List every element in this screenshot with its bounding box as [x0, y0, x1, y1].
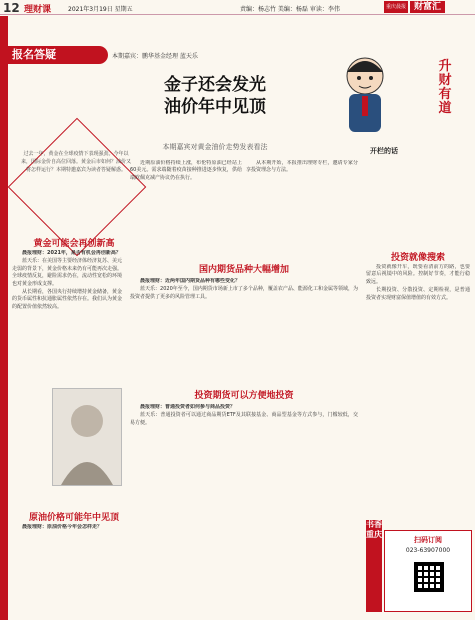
column-kicker: 开栏的话 — [370, 147, 398, 155]
answer-4: 蓝天乐：普通投资者可以通过商品期货ETF及其联接基金、商品型基金等方式参与，门槛较低，交易方便。 — [130, 412, 358, 426]
promo-side-label: 书香重庆 — [366, 520, 382, 612]
col2-paragraph-1: 近期原油价格持续上涨，布伦特原油已经站上60美元。需求端随着疫苗接种推进逐步恢复，供给端欧佩克减产协议仍在执行。 — [130, 160, 242, 181]
guest-portrait — [52, 388, 122, 486]
issue-date: 2021年3月19日 星期五 — [68, 6, 133, 13]
column-1-lower — [12, 524, 122, 614]
column-1 — [12, 250, 122, 384]
answer-1b: 从长期看，各国央行持续增持黄金储备，黄金的货币属性和抗通胀属性依然存在。我们认为黄金的配置价值依然较高。 — [12, 289, 122, 310]
headline-subtitle: 本期嘉宾对黄金油价走势发表看法 — [162, 143, 268, 151]
heading-invest: 投资就像搜索 — [390, 253, 445, 263]
col3-paragraph-3: 长期投资、分散投资、定期检视，是普通投资者实现财富保值增值的有效方式。 — [366, 287, 470, 301]
section-banner: 报名答疑 — [8, 46, 108, 64]
heading-gold: 黄金可能会再创新高 — [33, 239, 115, 249]
question-1: 晨报理财：2021年，是否有机会再创新高？ — [22, 250, 121, 256]
column-3 — [366, 264, 470, 514]
section-name: 理财课 — [24, 5, 52, 15]
answer-1a: 蓝天乐：在美国等主要经济体经济复苏、美元走弱的背景下，黄金价格未来仍有可能再次走强。全球疫情反复，避险需求仍在，流动性宽松的环境也对黄金形成支撑。 — [12, 258, 122, 287]
question-2: 晨报理财：原油价格今年会怎样走？ — [22, 524, 103, 530]
page-number: 12 — [3, 1, 20, 15]
left-accent-bar — [0, 16, 8, 620]
headline-line-2: 油价年中见顶 — [164, 97, 266, 117]
question-4: 晨报理财：普通投资者如何参与商品投资？ — [140, 404, 236, 410]
column-title: 升 财 有 道 — [438, 59, 452, 116]
headline-line-1: 金子还会发光 — [164, 75, 266, 95]
col3-paragraph-1: 从本期开始，本报推出理财专栏，邀请专家分享投资理念与方法。 — [246, 160, 358, 174]
columnist-cartoon-icon — [325, 48, 405, 138]
col3-paragraph-2: 投资就像开车，既要看清前方的路，也要留意后视镜中的风险。控制好节奏，才能行稳致远。 — [366, 264, 470, 285]
headline — [120, 74, 310, 118]
editor-credits: 责编：杨志竹 美编：杨磊 审读：李伟 — [240, 6, 340, 13]
qr-code-icon[interactable] — [414, 562, 444, 592]
column-3-top — [246, 160, 358, 260]
question-3: 晨报理财：近两年国内期货品种有哪些变化？ — [140, 278, 241, 284]
column-2-lower — [130, 404, 358, 614]
guest-info: 本期嘉宾：鹏华基金经理 蓝天乐 — [112, 53, 198, 60]
promo-phone: 023-63907000 — [405, 547, 451, 554]
heading-convenient: 投资期货可以方便地投资 — [194, 391, 294, 401]
page-header — [0, 0, 475, 15]
heading-oil: 原油价格可能年中见顶 — [28, 513, 119, 523]
answer-3: 蓝天乐：2020年至今，国内期货市场新上市了多个品种，覆盖农产品、能源化工和金属等领域，为投资者提供了更多的风险管理工具。 — [130, 286, 358, 300]
intro-text: 过去一年，黄金在全球疫情下表现强劲。今年以来，国际金价自高位回落。黄金后市如何？油价又将怎样运行？本期特邀嘉宾为读者答疑解惑。 — [20, 151, 131, 173]
column-2-top — [130, 160, 242, 260]
column-2-mid — [130, 278, 358, 388]
brand-label: 财富汇 — [410, 1, 445, 13]
person-icon — [53, 389, 121, 485]
newspaper-badge: 重庆晨报 — [384, 1, 408, 13]
heading-futures: 国内期货品种大幅增加 — [198, 265, 289, 275]
promo-title: 扫码订阅 — [414, 536, 442, 544]
